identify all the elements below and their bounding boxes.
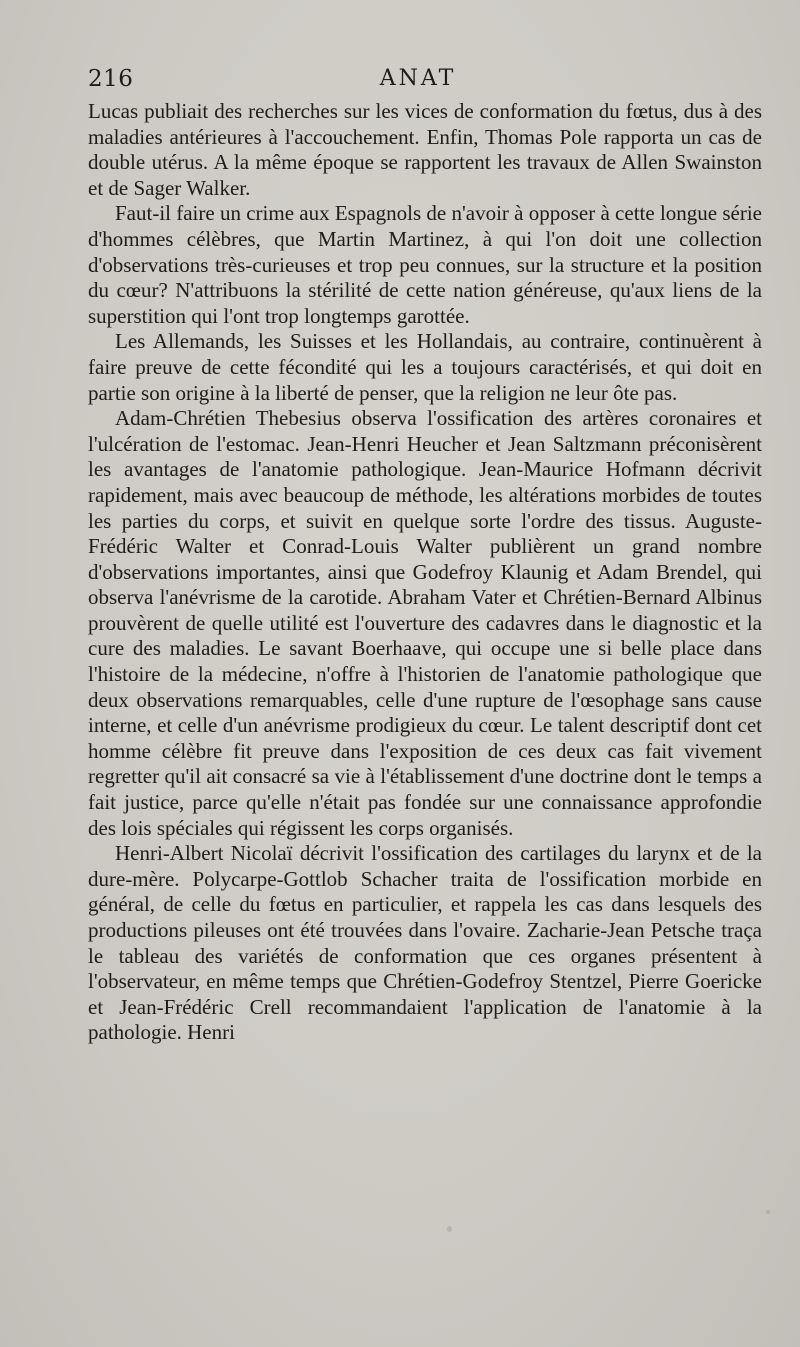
ink-spot (447, 1226, 452, 1232)
paragraph-5: Henri-Albert Nicolaï décrivit l'ossification des cartilages du larynx et de la dure-mère. Polycarpe-Gottlob Schacher traita de l'ossification morbide en général, de celle du fœtus en particulier, et rappela les cas dans lesquels des productions pileuses ont été trouvées dans l'ovaire. Zacharie-Jean Petsche traça le tableau des variétés de conformation que ces organes présentent à l'observateur, en même temps que Chrétien-Godefroy Stentzel, Pierre Goericke et Jean-Frédéric Crell recommandaient l'application de l'anatomie à la pathologie. Henri (88, 841, 762, 1045)
body-text (88, 99, 762, 1046)
page-header (88, 66, 748, 100)
paragraph-2: Faut-il faire un crime aux Espagnols de n'avoir à opposer à cette longue série d'hommes célèbres, que Martin Martinez, à qui l'on doit une collection d'observations très-curieuses et trop peu connues, sur la structure et la position du cœur? N'attribuons la stérilité de cette nation généreuse, qu'aux liens de la superstition qui l'ont trop longtemps garottée. (88, 201, 762, 328)
paragraph-1: Lucas publiait des recherches sur les vices de conformation du fœtus, dus à des maladies antérieures à l'accouchement. Enfin, Thomas Pole rapporta un cas de double utérus. A la même époque se rapportent les travaux de Allen Swainston et de Sager Walker. (88, 99, 762, 200)
paragraph-3: Les Allemands, les Suisses et les Hollandais, au contraire, continuèrent à faire preuve de cette fécondité qui les a toujours caractérisés, et qui doit en partie son origine à la liberté de penser, que la religion ne leur ôte pas. (88, 329, 762, 405)
running-head: ANAT (379, 66, 457, 91)
page-number: 216 (88, 66, 134, 92)
ink-spot (766, 1210, 770, 1214)
paragraph-4: Adam-Chrétien Thebesius observa l'ossification des artères coronaires et l'ulcération de l'estomac. Jean-Henri Heucher et Jean Saltzmann préconisèrent les avantages de l'anatomie pathologique. Jean-Maurice Hofmann décrivit rapidement, mais avec beaucoup de méthode, les altérations morbides de toutes les parties du corps, et suivit en quelque sorte l'ordre des tissus. Auguste-Frédéric Walter et Conrad-Louis Walter publièrent un grand nombre d'observations importantes, ainsi que Godefroy Klaunig et Adam Brendel, qui observa l'anévrisme de la carotide. Abraham Vater et Chrétien-Bernard Albinus prouvèrent de quelle utilité est l'ouverture des cadavres dans le diagnostic et la cure des maladies. Le savant Boerhaave, qui occupe une si belle place dans l'histoire de la médecine, n'offre à l'historien de l'anatomie pathologique que deux observations remarquables, celle d'une rupture de l'œsophage sans cause interne, et celle d'un anévrisme prodigieux du cœur. Le talent descriptif dont cet homme célèbre fit preuve dans l'exposition de ces deux cas fait vivement regretter qu'il ait consacré sa vie à l'établissement d'une doctrine dont le temps a fait justice, parce qu'elle n'était pas fondée sur une connaissance approfondie des lois spéciales qui régissent les corps organisés. (88, 406, 762, 840)
